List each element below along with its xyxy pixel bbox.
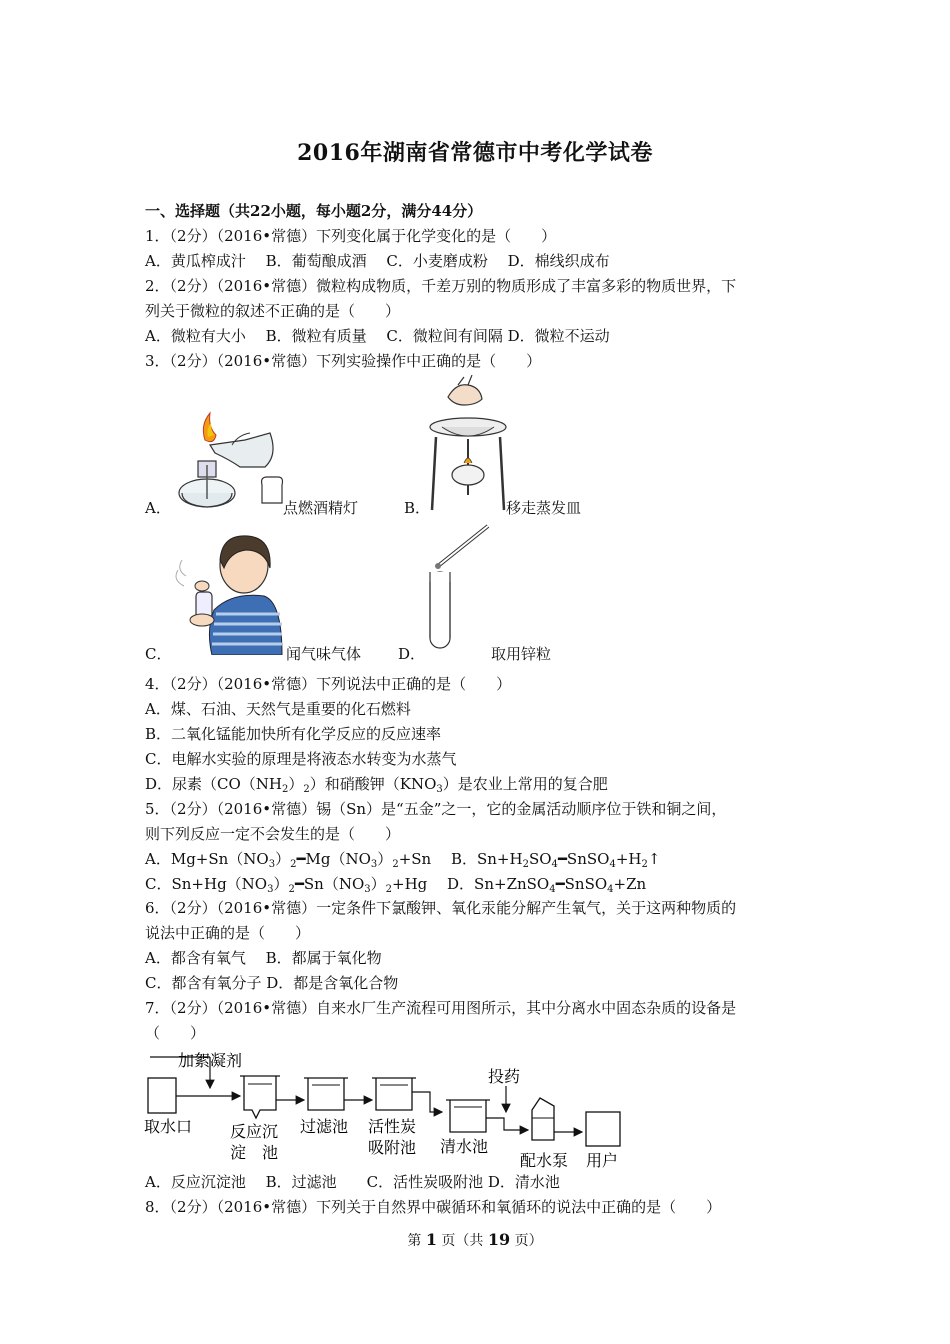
question-4-option-a: A．煤、石油、天然气是重要的化石燃料	[145, 700, 411, 718]
flow-dose-label: 投药	[488, 1067, 521, 1086]
question-7-line-2: （ ）	[145, 1024, 206, 1042]
question-7-line-1: 7．（2分）（2016•常德）自来水厂生产流程可用图所示，其中分离水中固态杂质的设备是	[145, 999, 737, 1017]
section-heading: 一、选择题（共22小题，每小题2分，满分44分）	[145, 202, 483, 220]
flow-sedimentation-label-1: 反应沉	[230, 1122, 279, 1141]
question-2-options: A．微粒有大小 B．微粒有质量 C．微粒间有间隔 D．微粒不运动	[145, 327, 610, 345]
question-4-option-b: B．二氧化锰能加快所有化学反应的反应速率	[145, 725, 442, 743]
option-a-label: 点燃酒精灯	[283, 499, 359, 517]
question-5-options-ab: A．$Mg+Sn(NO_3)_2━Mg(NO_3)_2+Sn$ B．$Sn+H_2SO_4━SnSO_4+H_2↑$	[145, 850, 661, 870]
option-c-label: 闻气味气体	[286, 645, 362, 663]
question-4-option-c: C．电解水实验的原理是将液态水转变为水蒸气	[145, 750, 457, 768]
current-page-number: 1	[425, 1230, 437, 1249]
page-title: 2016年湖南省常德市中考化学试卷	[297, 140, 653, 166]
intake-box	[148, 1078, 176, 1113]
question-2-line-2: 列关于微粒的叙述不正确的是（ ）	[145, 302, 401, 320]
option-b-label: 移走蒸发皿	[506, 499, 582, 517]
question-7-options: A．反应沉淀池 B．过滤池 C．活性炭吸附池 D．清水池	[145, 1173, 560, 1191]
total-page-count: 19	[487, 1230, 511, 1249]
pump-box	[532, 1098, 554, 1140]
option-c-letter: C．	[145, 645, 172, 663]
user-box	[586, 1112, 620, 1146]
flow-carbon-label-1: 活性炭	[368, 1117, 417, 1136]
flow-carbon-label-2: 吸附池	[368, 1138, 417, 1157]
flow-pump-label: 配水泵	[520, 1151, 569, 1170]
alcohol-lamp-figure	[170, 405, 285, 515]
flow-coagulant-label: 加絮凝剂	[178, 1051, 243, 1070]
question-5-options-cd: C．$Sn+Hg(NO_3)_2━Sn(NO_3)_2+Hg$ D．Sn+ZnSO$_4$━SnSO$_4$+Zn	[145, 875, 647, 895]
flow-clear-label: 清水池	[440, 1137, 489, 1156]
option-d-label: 取用锌粒	[491, 645, 552, 663]
page-footer: 第 1 页（共 19 页）	[407, 1230, 543, 1249]
flow-sedimentation-label-2: 淀 池	[230, 1143, 279, 1162]
question-6-line-1: 6．（2分）（2016•常德）一定条件下氯酸钾、氧化汞能分解产生氧气，关于这两种物质的	[145, 899, 737, 917]
flow-filter-label: 过滤池	[300, 1117, 349, 1136]
question-2-line-1: 2．（2分）（2016•常德）微粒构成物质，千差万别的物质形成了丰富多彩的物质世界，下	[145, 277, 737, 295]
question-5-line-1: 5．（2分）（2016•常德）锡（Sn）是“五金”之一，它的金属活动顺序位于铁和铜之间，	[145, 800, 727, 818]
flow-intake-label: 取水口	[144, 1117, 193, 1136]
test-tube-figure	[424, 522, 494, 654]
question-6-options-ab: A．都含有氧气 B．都属于氧化物	[145, 949, 382, 967]
question-6-options-cd: C．都含有氧分子 D．都是含氧化合物	[145, 974, 399, 992]
option-a-letter: A．	[145, 499, 171, 517]
flow-user-label: 用户	[586, 1151, 619, 1170]
question-4-option-d: D．尿素$(CO(NH_2)_2)$和硝酸钾$(KNO_3)$是农业上常用的复合肥	[145, 775, 608, 795]
option-b-letter: B．	[404, 499, 431, 517]
question-8: 8．（2分）（2016•常德）下列关于自然界中碳循环和氧循环的说法中正确的是（ ）	[145, 1198, 722, 1216]
question-1-options: A．黄瓜榨成汁 B．葡萄酿成酒 C．小麦磨成粉 D．棉线织成布	[145, 252, 610, 270]
question-1: 1．（2分）（2016•常德）下列变化属于化学变化的是（ ）	[145, 227, 557, 245]
question-5-line-2: 则下列反应一定不会发生的是（ ）	[145, 825, 401, 843]
question-4: 4．（2分）（2016•常德）下列说法中正确的是（ ）	[145, 675, 512, 693]
smelling-gas-figure	[172, 530, 284, 655]
question-6-line-2: 说法中正确的是（ ）	[145, 924, 311, 942]
question-3: 3．（2分）（2016•常德）下列实验操作中正确的是（ ）	[145, 352, 542, 370]
option-d-letter: D．	[398, 645, 426, 663]
evaporating-dish-figure	[428, 375, 508, 515]
water-treatment-flow-diagram	[140, 1040, 640, 1170]
